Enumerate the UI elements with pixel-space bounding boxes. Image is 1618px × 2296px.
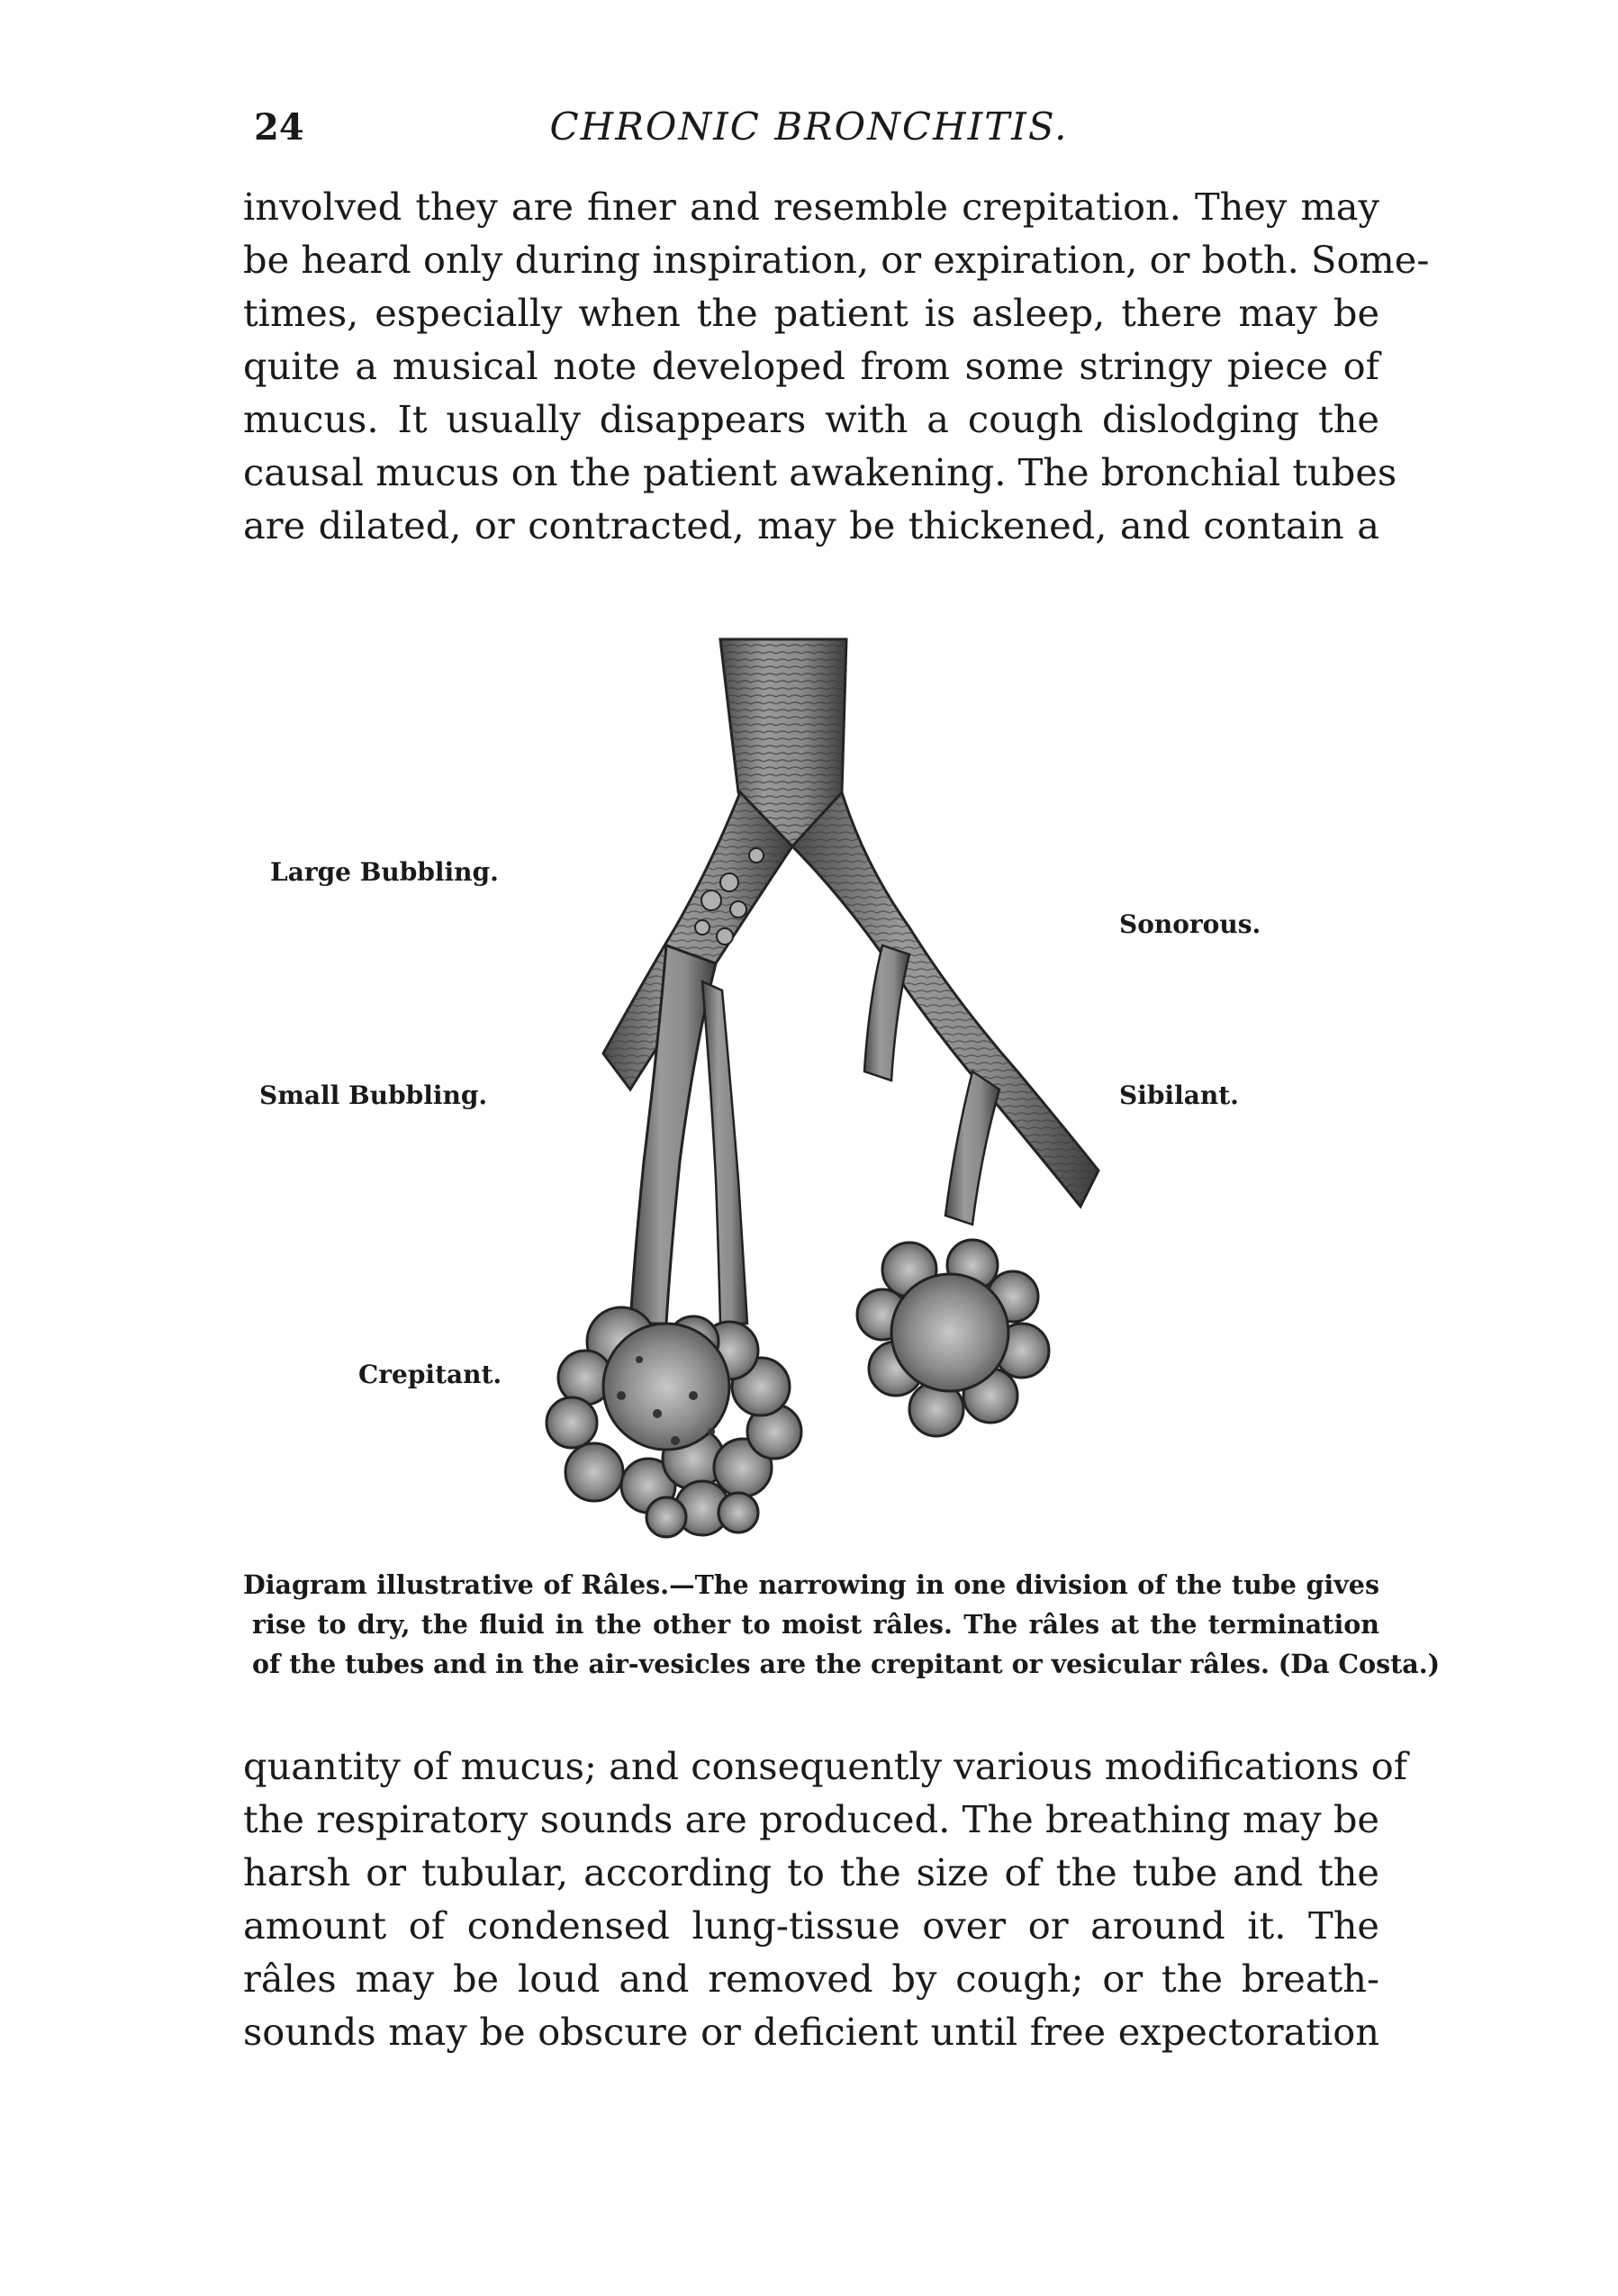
text-line: quite a musical note developed from some stringy piece of	[243, 344, 1379, 388]
text-line: mucus. It usually disappears with a cough dislodging the	[243, 397, 1379, 441]
text-line: causal mucus on the patient awakening. The bronchial tubes	[243, 450, 1397, 494]
caption-line: Diagram illustrative of Râles.—The narrowing in one division of the tube gives	[243, 1569, 1379, 1600]
label-large-bubbling: Large Bubbling.	[270, 857, 499, 887]
text-line: râles may be loud and removed by cough; or the breath-	[243, 1957, 1379, 2001]
bronchi-illustration	[486, 621, 1134, 1540]
text-line: quantity of mucus; and consequently various modifications of	[243, 1744, 1408, 1788]
text-line: are dilated, or contracted, may be thickened, and contain a	[243, 503, 1379, 547]
label-crepitant: Crepitant.	[358, 1360, 502, 1389]
text-line: amount of condensed lung-tissue over or around it. The	[243, 1903, 1379, 1948]
paragraph-top	[243, 180, 1430, 552]
figure-caption	[243, 1565, 1441, 1684]
text-line: times, especially when the patient is asleep, there may be	[243, 291, 1379, 335]
paragraph-bottom	[243, 1740, 1408, 2058]
text-line: the respiratory sounds are produced. The breathing may be	[243, 1797, 1379, 1841]
caption-line: of the tubes and in the air-vesicles are the crepitant or vesicular râles. (Da Costa.)	[252, 1649, 1441, 1679]
label-small-bubbling: Small Bubbling.	[259, 1080, 488, 1110]
label-sonorous: Sonorous.	[1119, 909, 1261, 939]
running-title: CHRONIC BRONCHITIS.	[549, 104, 1069, 149]
text-line: sounds may be obscure or deficient until free expectoration	[243, 2010, 1379, 2054]
label-sibilant: Sibilant.	[1119, 1080, 1239, 1110]
caption-line: rise to dry, the fluid in the other to moist râles. The râles at the termination	[252, 1609, 1379, 1640]
text-line: involved they are finer and resemble crepitation. They may	[243, 185, 1379, 229]
text-line: harsh or tubular, according to the size of the tube and the	[243, 1850, 1379, 1894]
page-number: 24	[254, 106, 304, 149]
text-line: be heard only during inspiration, or expiration, or both. Some-	[243, 238, 1430, 282]
